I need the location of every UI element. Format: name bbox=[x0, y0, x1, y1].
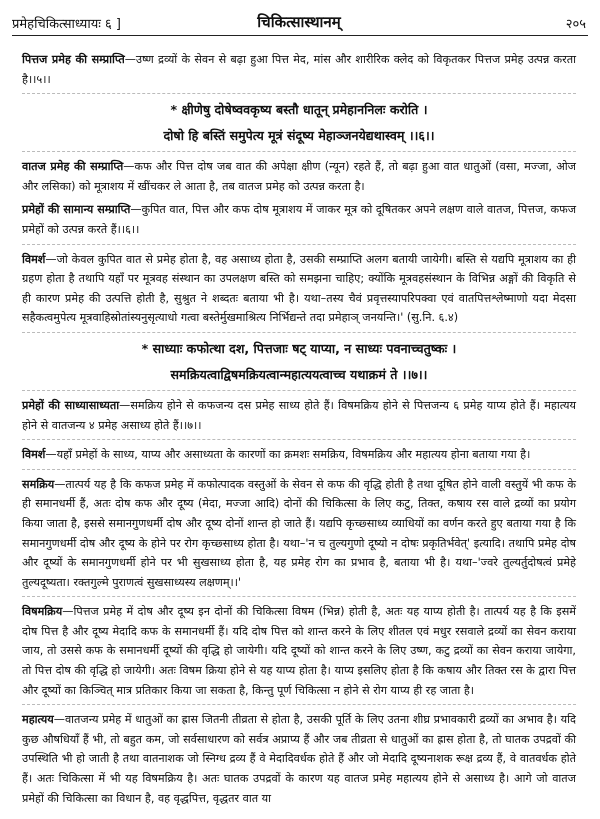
divider bbox=[22, 151, 576, 152]
page-body bbox=[22, 50, 576, 812]
paragraph bbox=[22, 396, 576, 435]
verse-line: * साध्याः कफोत्था दश, पित्तजाः षट् याप्या, न साध्यः पवनाच्चतुष्कः । bbox=[141, 340, 457, 356]
verse-line: समक्रियत्वाद्विषमक्रियत्वान्महात्ययत्वाच्च यथाक्रमं ते ।।७।। bbox=[170, 366, 428, 382]
header-chapter: प्रमेहचिकित्साध्यायः ६ ] bbox=[12, 17, 121, 32]
paragraph bbox=[22, 475, 576, 593]
paragraph bbox=[22, 602, 576, 700]
section-term: प्रमेहों की साध्यासाध्यता bbox=[22, 398, 120, 412]
section-term: पित्तज प्रमेह की सम्प्राप्ति bbox=[22, 53, 125, 66]
paragraph bbox=[22, 50, 576, 89]
paragraph bbox=[22, 200, 576, 239]
section-text: —कुपित वात, पित्त और कफ दोष मूत्राशय में जाकर मूत्र को दूषितकर अपने लक्षण वाले वातज, पित्तज, कफज प्रमेहों को उत्पन्न करते हैं।।६।। bbox=[22, 203, 576, 236]
section-text: —तात्पर्य यह है कि कफज प्रमेह में कफोत्पादक वस्तुओं के सेवन से कफ की वृद्धि होती है तथा दूषित होने वाली वस्तुयें भी कफ के ही समानधर्मी हैं, अतः दोष कफ और दूष्य (मेदा, मज्जा आदि) दोनों की चिकित्सा के लिए कटु, तिक्त, कषाय रस वाले द्रव्यों का प्रयोग किया जाता है, इससे समानगुणधर्मी दोष और दूष्य दोनों शान्त हो जाते हैं। यद्यपि कृच्छ्साध्य व्याधियों का वर्णन करते हुए बताया गया है कि समानगुणधर्मी दोष और दूष्य के होने पर रोग कृच्छ्साध्य होता है। यथा–'न च तुल्यगुणो दूष्यो न दोषः प्रकृतिर्भवेत्' इत्यादि। तथापि प्रमेह दोष और दूष्यों के समानगुणधर्मी होने पर भी सुखसाध्य होता है, यह प्रमेह रोग का प्रभाव है, बताया भी है। यथा–'ज्वरे तुल्यर्तुदोषत्वं प्रमेहे तुल्यदूष्यता। रक्तगुल्मे पुराणत्वं सुखसाध्यस्य लक्षणम्।।' bbox=[22, 477, 576, 589]
divider bbox=[22, 390, 576, 391]
section-term: प्रमेहों की सामान्य सम्प्राप्ति bbox=[22, 203, 131, 217]
page-header bbox=[12, 12, 586, 34]
section-text: —जो केवल कुपित वात से प्रमेह होता है, वह असाध्य होता है, उसकी सम्प्राप्ति अलग बतायी जायेगी। बस्ति से यद्यपि मूत्राशय का ही ग्रहण होता है तथापि यहाँ पर मूत्रवह संस्थान का उपलक्षण बस्ति को समझना चाहिए; क्योंकि मूत्रवहसंस्थान के विभिन्न अङ्गों की विकृति से ही कारण प्रमेह की उत्पत्ति होती है, सुश्रुत ने शब्दतः बताया भी है। यथा–तस्य चैवं प्रवृत्तस्यापरिपक्वा एवं वातपित्तश्लेष्माणो यदा मेदसा सहैकत्वमुपेत्य मूत्रवाहिस्रोतांस्यनुसृत्याधो गत्वा बस्तेर्मुखमाश्रित्य निर्भिद्यन्ते तदा प्रमेहाञ् जनयन्ति।' (सु.नि. ६.४) bbox=[22, 252, 576, 325]
section-term: विमर्श bbox=[22, 448, 46, 462]
section-term: विमर्श bbox=[22, 252, 46, 266]
verse-line: दोषो हि बस्तिं समुपेत्य मूत्रं संदूष्य मेहाञ्जनयेद्यथास्वम् ।।६।। bbox=[163, 128, 435, 144]
verse-line: * क्षीणेषु दोषेष्ववकृष्य बस्तौ धातून् प्रमेहाननिलः करोति । bbox=[170, 102, 428, 118]
paragraph bbox=[22, 157, 576, 196]
divider bbox=[22, 596, 576, 597]
divider bbox=[22, 93, 576, 94]
section-text: —यहाँ प्रमेहों के साध्य, याप्य और असाध्यता के कारणों का क्रमशः समक्रिय, विषमक्रिय और महात्यय होना बताया गया है। bbox=[45, 448, 531, 462]
paragraph bbox=[22, 710, 576, 808]
paragraph bbox=[22, 250, 576, 328]
divider bbox=[22, 439, 576, 440]
divider bbox=[22, 332, 576, 333]
divider bbox=[22, 469, 576, 470]
section-text: —वातजन्य प्रमेह में धातुओं का ह्रास जितनी तीव्रता से होता है, उसकी पूर्ति के लिए उतना शीघ्र प्रभावकारी द्रव्यों का अभाव है। यदि कुछ औषधियाँ हैं भी, तो बहुत कम, जो सर्वसाधारण को सर्वत्र अप्राप्य हैं और जब तीव्रता से धातुओं का ह्रास होता है, तो घातक उपद्रवों की उपस्थिति भी हो जाती है तथा वातनाशक जो स्निग्ध द्रव्य हैं वे मेदादिवर्धक होते हैं और जो मेदादि दूष्यनाशक रूक्ष द्रव्य हैं, वे वातवर्धक होते हैं। अतः चिकित्सा में भी यह विषमक्रिय है। अतः घातक उपद्रवों के कारण यह वातज प्रमेह महात्यय होने से असाध्य है। आगे जो वातज प्रमेहों की चिकित्सा का विधान है, वह वृद्धपित्त, वृद्धतर वात या bbox=[22, 713, 576, 805]
section-text: —समक्रिय होने से कफजन्य दस प्रमेह साध्य होते हैं। विषमक्रिय होने से पित्तजन्य ६ प्रमेह याप्य होते हैं। महात्यय होने से वातजन्य ४ प्रमेह असाध्य होते हैं।।७।। bbox=[22, 398, 576, 432]
section-text: —उष्ण द्रव्यों के सेवन से बढ़ा हुआ पित्त मेद, मांस और शारीरिक क्लेद को विकृतकर पित्तज प्रमेह उत्पन्न करता है।।५।। bbox=[22, 53, 576, 86]
section-text: —पित्तज प्रमेह में दोष और दूष्य इन दोनों की चिकित्सा विषम (भिन्न) होती है, अतः यह याप्य होती है। तात्पर्य यह है कि इसमें दोष पित्त है और दूष्य मेदादि कफ के समानधर्मी हैं। यदि दोष पित्त को शान्त करने के लिए शीतल एवं मधुर रसवाले द्रव्यों का सेवन कराया जाय, तो उससे कफ के समानधर्मी दूष्यों की वृद्धि हो जायेगी। यदि दूष्यों को शान्त करने के लिए उष्ण, कटु द्रव्यों का सेवन कराया जायेगा, तो पित्त दोष की वृद्धि हो जायेगी। अतः विषम क्रिया होने से यह याप्य होता है। याप्य इसलिए होता है कि कषाय और तिक्त रस के द्वारा पित्त और दूष्यों का किञ्चित् मात्र प्रतिकार किया जा सकता है, किन्तु पूर्ण चिकित्सा न होने से रोग याप्य ही रह जाता है। bbox=[22, 605, 576, 697]
section-term: वातज प्रमेह की सम्प्राप्ति bbox=[22, 160, 124, 174]
section-text: —कफ और पित्त दोष जब वात की अपेक्षा क्षीण (न्यून) रहते हैं, तो बढ़ा हुआ वात धातुओं (वसा, मज्जा, ओज और लसिका) को मूत्राशय में खींचकर ले आता है, तब वातज प्रमेह को उत्पन्न करता है। bbox=[22, 160, 576, 193]
header-rule bbox=[12, 35, 588, 36]
section-term: समक्रिय bbox=[22, 477, 55, 491]
page-number: २०५ bbox=[565, 17, 586, 32]
divider bbox=[22, 244, 576, 245]
paragraph bbox=[22, 445, 576, 465]
section-term: विषमक्रिय bbox=[22, 605, 63, 619]
section-term: महात्यय bbox=[22, 713, 54, 727]
header-title: चिकित्सास्थानम् bbox=[257, 13, 341, 31]
divider bbox=[22, 704, 576, 705]
